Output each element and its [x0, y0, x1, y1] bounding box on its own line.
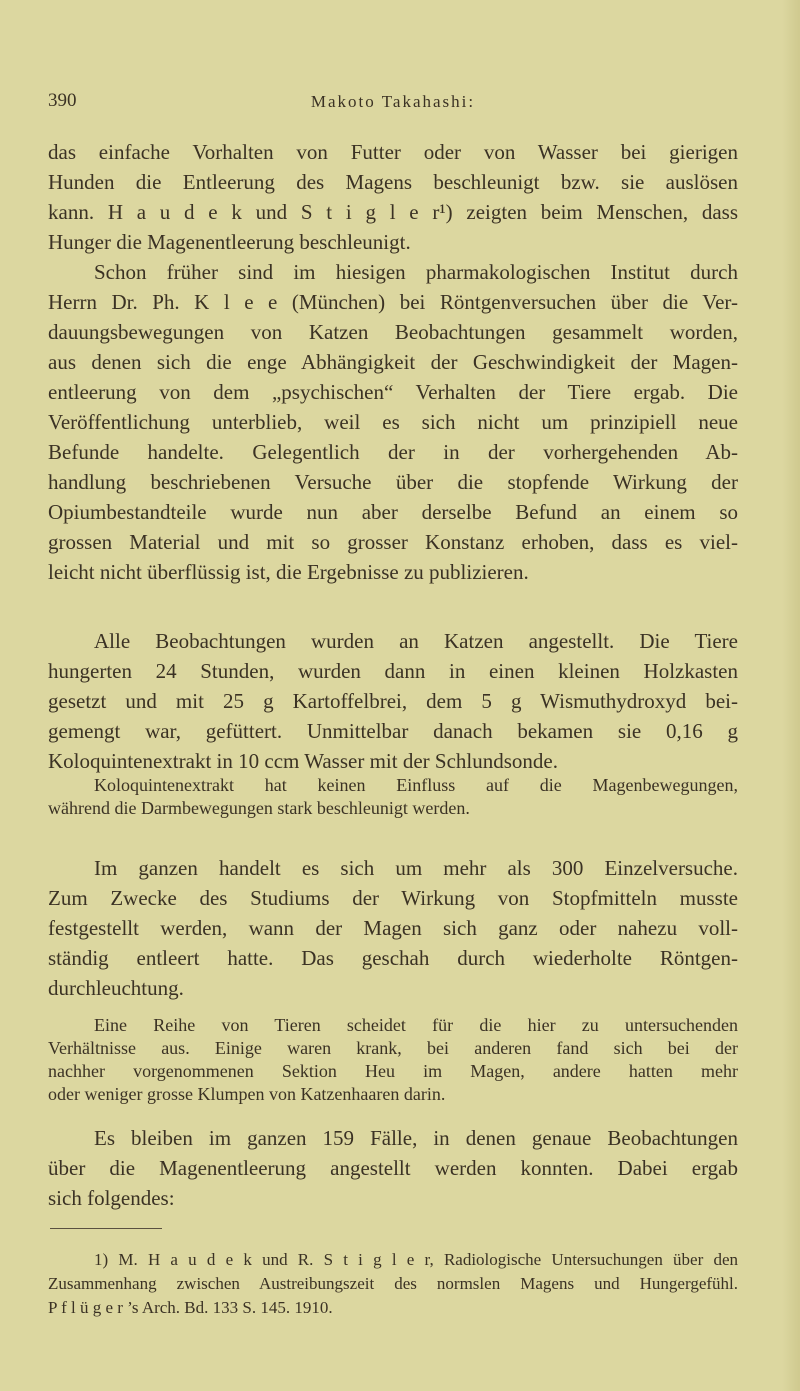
- text-line: Koloquintenextrakt in 10 ccm Wasser mit der Schlundsonde.: [48, 749, 558, 773]
- page-edge-shadow: [782, 0, 800, 1391]
- text-line: sich folgendes:: [48, 1186, 175, 1210]
- text-line: Koloquintenextrakt hat keinen Einfluss auf die Magenbewegungen,: [94, 775, 738, 795]
- text-line: Hunger die Magenentleerung beschleunigt.: [48, 230, 411, 254]
- text-line: Schon früher sind im hiesigen pharmakologischen Institut durch: [94, 260, 738, 284]
- text-line: das einfache Vorhalten von Futter oder von Wasser bei gierigen: [48, 140, 738, 164]
- text-line: Hunden die Entleerung des Magens beschleunigt bzw. sie auslösen: [48, 170, 738, 194]
- footnote-divider: [50, 1228, 162, 1229]
- paragraph-3: [48, 626, 738, 776]
- text-line: leicht nicht überflüssig ist, die Ergebnisse zu publizieren.: [48, 560, 529, 584]
- text-line: hungerten 24 Stunden, wurden dann in einen kleinen Holzkasten: [48, 659, 738, 683]
- text-line: Veröffentlichung unterblieb, weil es sich nicht um prinzipiell neue: [48, 410, 738, 434]
- text-line: ständig entleert hatte. Das geschah durch wiederholte Röntgen-: [48, 946, 738, 970]
- text-line: oder weniger grosse Klumpen von Katzenhaaren darin.: [48, 1084, 446, 1104]
- paragraph-1: [48, 137, 738, 257]
- running-title: Makoto Takahashi:: [310, 92, 476, 111]
- footnote-8: [48, 1248, 738, 1320]
- text-line: 1) M. H a u d e k und R. S t i g l e r, Radiologische Untersuchungen über den: [94, 1250, 738, 1269]
- text-line: Zusammenhang zwischen Austreibungszeit des normslen Magens und Hungergefühl.: [48, 1274, 738, 1293]
- text-line: Herrn Dr. Ph. K l e e (München) bei Röntgenversuchen über die Ver-: [48, 290, 738, 314]
- text-line: Verhältnisse aus. Einige waren krank, bei anderen fand sich bei der: [48, 1038, 738, 1058]
- paragraph-5: [48, 853, 738, 1003]
- text-line: durchleuchtung.: [48, 976, 184, 1000]
- text-line: dauungsbewegungen von Katzen Beobachtungen gesammelt worden,: [48, 320, 738, 344]
- text-line: Opiumbestandteile wurde nun aber derselbe Befund an einem so: [48, 500, 738, 524]
- note-4: [48, 774, 738, 820]
- text-line: aus denen sich die enge Abhängigkeit der Geschwindigkeit der Magen-: [48, 350, 738, 374]
- text-line: Im ganzen handelt es sich um mehr als 300 Einzelversuche.: [94, 856, 738, 880]
- text-line: nachher vorgenommenen Sektion Heu im Magen, andere hatten mehr: [48, 1061, 738, 1081]
- paragraph-2: [48, 257, 738, 587]
- text-line: kann. H a u d e k und S t i g l e r¹) zeigten beim Menschen, dass: [48, 200, 738, 224]
- text-line: Alle Beobachtungen wurden an Katzen angestellt. Die Tiere: [94, 629, 738, 653]
- text-line: handlung beschriebenen Versuche über die stopfende Wirkung der: [48, 470, 738, 494]
- note-6: [48, 1014, 738, 1106]
- paragraph-7: [48, 1123, 738, 1213]
- text-line: während die Darmbewegungen stark beschleunigt werden.: [48, 798, 470, 818]
- text-line: über die Magenentleerung angestellt werden konnten. Dabei ergab: [48, 1156, 738, 1180]
- text-line: grossen Material und mit so grosser Konstanz erhoben, dass es viel-: [48, 530, 738, 554]
- text-line: Zum Zwecke des Studiums der Wirkung von Stopfmitteln musste: [48, 886, 738, 910]
- text-line: entleerung von dem „psychischen“ Verhalten der Tiere ergab. Die: [48, 380, 738, 404]
- text-line: festgestellt werden, wann der Magen sich ganz oder nahezu voll-: [48, 916, 738, 940]
- text-line: gesetzt und mit 25 g Kartoffelbrei, dem 5 g Wismuthydroxyd bei-: [48, 689, 738, 713]
- text-line: P f l ü g e r ’s Arch. Bd. 133 S. 145. 1910.: [48, 1298, 333, 1317]
- page-number: 390: [48, 90, 77, 111]
- text-line: Befunde handelte. Gelegentlich der in der vorhergehenden Ab-: [48, 440, 738, 464]
- page-header: [48, 90, 738, 116]
- text-line: Es bleiben im ganzen 159 Fälle, in denen genaue Beobachtungen: [94, 1126, 738, 1150]
- text-line: Eine Reihe von Tieren scheidet für die hier zu untersuchenden: [94, 1015, 738, 1035]
- text-line: gemengt war, gefüttert. Unmittelbar danach bekamen sie 0,16 g: [48, 719, 738, 743]
